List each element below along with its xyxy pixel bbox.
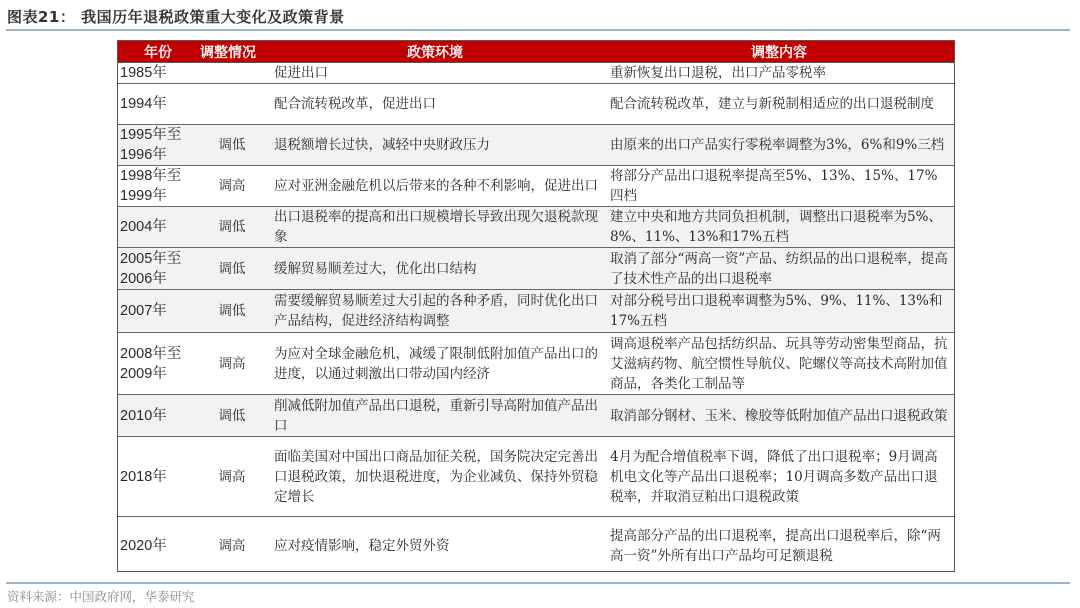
cell-content: 配合流转税改革，建立与新税制相适应的出口退税制度 xyxy=(604,84,954,125)
cell-environment: 退税额增长过快，减轻中央财政压力 xyxy=(266,125,604,166)
cell-adjustment: 调高 xyxy=(198,333,266,395)
table-row xyxy=(118,166,954,207)
cell-year: 2008年至2009年 xyxy=(118,333,198,395)
table-header-row xyxy=(118,41,954,63)
table-row xyxy=(118,207,954,248)
policy-table xyxy=(117,40,955,572)
source-divider xyxy=(6,582,1070,584)
header-year: 年份 xyxy=(118,41,198,63)
cell-content: 建立中央和地方共同负担机制，调整出口退税率为5%、8%、11%、13%和17%五档 xyxy=(604,207,954,248)
cell-year: 2020年 xyxy=(120,538,167,555)
cell-year: 1998年至1999年 xyxy=(118,166,198,207)
cell-environment: 缓解贸易顺差过大，优化出口结构 xyxy=(266,248,604,290)
cell-environment: 面临美国对中国出口商品加征关税，国务院决定完善出口退税政策，加快退税进度，为企业减负、保持外贸稳定增长 xyxy=(266,437,604,517)
table-row xyxy=(118,63,954,84)
cell-content: 取消部分钢材、玉米、橡胶等低附加值产品出口退税政策 xyxy=(604,395,954,437)
cell-content: 提高部分产品的出口退税率，提高出口退税率后，除“两高一资”外所有出口产品均可足额退税 xyxy=(610,528,941,565)
cell-environment: 需要缓解贸易顺差过大引起的各种矛盾，同时优化出口产品结构，促进经济结构调整 xyxy=(266,290,604,333)
cell-environment: 应对亚洲金融危机以后带来的各种不利影响，促进出口 xyxy=(266,166,604,207)
cell-adjustment: 调低 xyxy=(198,395,266,437)
cell-adjustment: 调高 xyxy=(218,538,246,555)
table-row xyxy=(118,125,954,166)
cell-content: 重新恢复出口退税，出口产品零税率 xyxy=(604,63,954,84)
figure-title: 图表21： 我国历年退税政策重大变化及政策背景 xyxy=(7,8,345,26)
cell-year: 1994年 xyxy=(118,84,198,125)
cell-content: 由原来的出口产品实行零税率调整为3%，6%和9%三档 xyxy=(604,125,954,166)
cell-content: 调高退税率产品包括纺织品、玩具等劳动密集型商品，抗艾滋病药物、航空惯性导航仪、陀螺仪等高技术高附加值商品，各类化工制品等 xyxy=(604,333,954,395)
cell-year: 2018年 xyxy=(118,437,198,517)
cell-content: 取消了部分“两高一资”产品、纺织品的出口退税率，提高了技术性产品的出口退税率 xyxy=(604,248,954,290)
cell-adjustment xyxy=(198,63,266,84)
cell-adjustment: 调高 xyxy=(198,437,266,517)
cell-environment: 应对疫情影响，稳定外贸外资 xyxy=(274,538,450,555)
table-row xyxy=(118,437,954,517)
cell-adjustment: 调低 xyxy=(198,207,266,248)
table-row xyxy=(118,84,954,125)
cell-content: 将部分产品出口退税率提高至5%、13%、15%、17%四档 xyxy=(604,166,954,207)
cell-adjustment: 调高 xyxy=(198,166,266,207)
cell-environment: 为应对全球金融危机，减缓了限制低附加值产品出口的进度，以通过刺激出口带动国内经济 xyxy=(266,333,604,395)
cell-environment: 削减低附加值产品出口退税，重新引导高附加值产品出口 xyxy=(266,395,604,437)
source-note: 资料来源：中国政府网，华泰研究 xyxy=(7,589,195,604)
cell-content: 对部分税号出口退税率调整为5%、9%、11%、13%和17%五档 xyxy=(604,290,954,333)
header-environment: 政策环境 xyxy=(266,41,604,63)
cell-year: 1985年 xyxy=(118,63,198,84)
cell-year: 2004年 xyxy=(118,207,198,248)
title-divider xyxy=(6,29,1070,31)
header-content: 调整内容 xyxy=(604,41,954,63)
cell-adjustment xyxy=(198,84,266,125)
cell-year: 2005年至2006年 xyxy=(118,248,198,290)
cell-adjustment: 调低 xyxy=(198,125,266,166)
cell-adjustment: 调低 xyxy=(198,290,266,333)
cell-adjustment: 调低 xyxy=(198,248,266,290)
table-row xyxy=(118,395,954,437)
cell-year: 1995年至1996年 xyxy=(118,125,198,166)
cell-year: 2010年 xyxy=(118,395,198,437)
table-row xyxy=(118,517,954,576)
header-adjustment: 调整情况 xyxy=(198,41,266,63)
cell-environment: 促进出口 xyxy=(266,63,604,84)
cell-environment: 出口退税率的提高和出口规模增长导致出现欠退税款现象 xyxy=(266,207,604,248)
table-row xyxy=(118,333,954,395)
cell-content: 4月为配合增值税率下调，降低了出口退税率；9月调高机电文化等产品出口退税率；10月调高多数产品出口退税率，并取消豆粕出口退税政策 xyxy=(604,437,954,517)
table-row xyxy=(118,248,954,290)
cell-year: 2007年 xyxy=(118,290,198,333)
table-row xyxy=(118,290,954,333)
cell-environment: 配合流转税改革，促进出口 xyxy=(266,84,604,125)
